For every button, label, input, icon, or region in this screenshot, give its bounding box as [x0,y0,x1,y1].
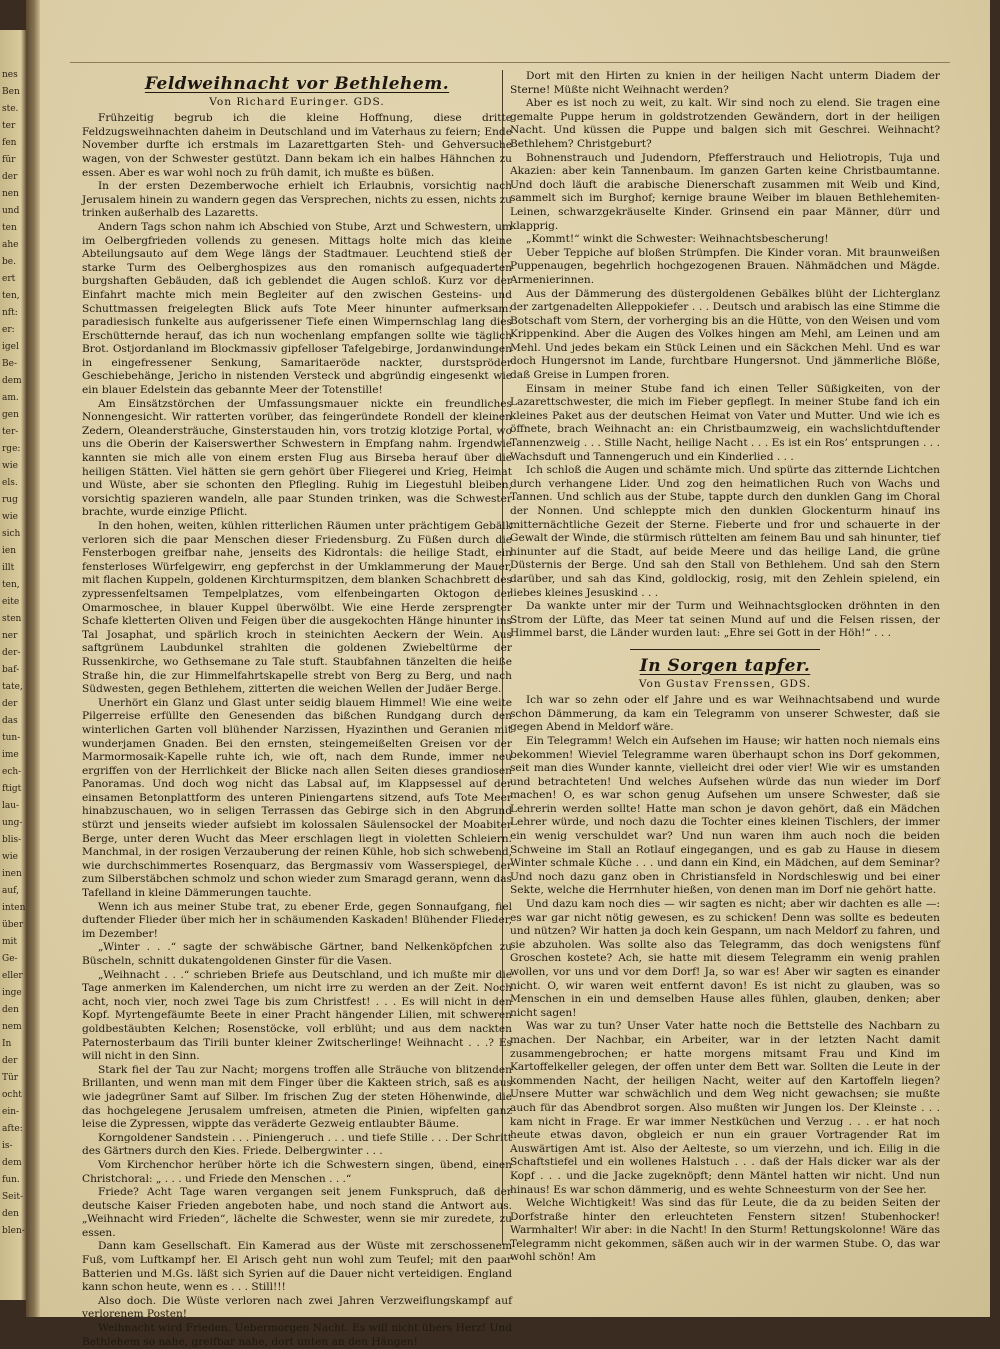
previous-page-fragment: ten [2,223,17,233]
previous-page-fragment: auf, [2,886,20,896]
previous-page-fragment: ftigt [2,784,22,794]
previous-page-fragment: ter- [2,427,19,437]
previous-page-fragment: blis- [2,835,22,845]
previous-page-fragment: In [2,1039,12,1049]
paragraph: In den hohen, weiten, kühlen ritterlichen Räumen unter prächtigem Gebälk verloren sich die paar Menschen dieser Friedensburg. Zu Füßen durch die Fensterbogen greifbar nahe, jenseits des Kidrontals: die heilige Stadt, ein fensterloses Würfelgewirr, eng gepferchst in der Umklammerung der Mauer, mit flachen Kuppeln, goldenen Kirchturmspitzen, dem blanken Schachbrett des zypressenfeltsamen Tempelplatzes, vom elfenbeingarten Oktogon der Omarmoschee, in blauer Kuppel überwölbt. Wie eine Herde zersprengter Schafe kletterten Oliven und Feigen über die ausgekochten Hänge hinunter ins Tal Josaphat, und spärlich kroch in steinichten Aeckern der Wein. Aus saftgrünem Laubdunkel strahlten die goldenen Zwiebeltürme der Russenkirche, wo Gethsemane zu Tale stuft. Staubfahnen tänzelten die heiße Straße hin, die zur Himmelfahrtskapelle strebt von Berg zu Berg, und nach Südwesten, gegen Bethlehem, zitterten die weichen Wellen der Judäer Berge. [82,520,512,696]
paragraph: Aus der Dämmerung des düstergoldenen Gebälkes blüht der Lichterglanz der zartgenadelten Alleppokiefer . . . Deutsch und arabisch las eine Stimme die Botschaft vom Stern, der vorherging bis an die Hütte, von den Weisen und vom Krippenkind. Aber die Augen des Volkes hingen am Mehl, am Leinen und am Mehl. Und jedes bekam ein Stück Leinen und ein Säckchen Mehl. Und es war doch Hungersnot im Lande, furchtbare Hungersnot. Und jämmerliche Blöße, daß Greise in Lumpen froren. [510,287,940,382]
previous-page-fragment: der [2,1056,18,1066]
previous-page-fragment: für [2,155,16,165]
previous-page-fragment: nen [2,189,19,199]
previous-page-fragment: ein- [2,1107,20,1117]
previous-page-fragment: mit [2,937,18,947]
previous-page-fragment: els. [2,478,18,488]
paragraph: Aber es ist noch zu weit, zu kalt. Wir sind noch zu elend. Sie tragen eine gemalte Puppe herum in goldstrotzenden Gewändern, dort in der heiligen Nacht. Und küssen die Puppe und balgen sich mit Geschrei. Weihnacht? Bethlehem? Christgeburt? [510,97,940,150]
previous-page-fragment: ten, [2,580,20,590]
paragraph: Frühzeitig begrub ich die kleine Hoffnung, diese dritte Feldzugsweihnachten daheim in Deutschland und im Vaterhaus zu feiern; Ende November durfte ich erstmals im Lazarettgarten Steh- und Gehversuche wagen, von der Schwester gestützt. Dann bekam ich ein halbes Hähnchen zu essen. Aber es war wohl noch zu früh damit, ich mußte es büßen. [82,112,512,179]
previous-page-fragment: ocht [2,1090,22,1100]
paragraph: Ein Telegramm! Welch ein Aufsehen im Hause; wir hatten noch niemals eins bekommen! Wieviel Telegramme waren überhaupt schon ins Dorf gekommen, seit man dies Wunder kannte, vielleicht drei oder vier! Wie wir es umstanden und betrachteten! Und welches Aufsehen würde das nun wieder im Dorf machen! O, es war schon genug Aufsehen um unsere Schwester, daß sie Lehrerin werden sollte! Hatte man schon je davon gehört, daß ein Mädchen Lehrer würde, und noch dazu die Tochter eines kleinen Tischlers, der immer ein wenig verschuldet war? Und nun waren ihm auch noch die beiden Schweine im Stall an Rotlauf eingegangen, und es gab zu Hause in diesem Winter schmale Küche . . . und dann ein Kind, ein Mädchen, auf dem Seminar? Und noch dazu ganz oben in Christiansfeld in Nordschleswig und bei einer Sekte, welche die Herrnhuter hießen, von denen man im Dorf nie gehört hatte. [510,734,940,897]
previous-page-fragment: am. [2,393,19,403]
previous-page-fragment: ten, [2,291,20,301]
paragraph: Einsam in meiner Stube fand ich einen Teller Süßigkeiten, von der Lazarettschwester, die mich im Fieber gepflegt. In meiner Stube fand ich ein kleines Paket aus der deutschen Heimat von Vater und Mutter. Und wie ich es öffnete, brach Weihnacht an: ein Christbaumzweig, ein wachslichtduftender Tannenzweig . . . Stille Nacht, heilige Nacht . . . Es ist ein Ros’ entsprungen . . . Wachsduft und Tannengeruch und ein Kinderlied . . . [510,382,940,463]
article-byline-2: Von Gustav Frenssen, GDS. [638,677,812,690]
previous-page-fragment: ste. [2,104,19,114]
previous-page-fragment: inge [2,988,22,998]
paragraph: In der ersten Dezemberwoche erhielt ich Erlaubnis, vorsichtig nach Jerusalem hinein zu wandern gegen das Versprechen, nichts zu essen, nichts zu trinken außerhalb des Lazaretts. [82,180,512,220]
previous-page-fragment: sten [2,614,22,624]
paragraph: Was war zu tun? Unser Vater hatte noch die Bettstelle des Nachbarn zu machen. Der Nachbar, ein Arbeiter, war in der letzten Nacht damit zusammengebrochen; er hatte morgens mitsamt Frau und Kind im Kartoffelkeller gelegen, der offen unter dem Bett war. Sollten die Leute in der kommenden Nacht, der heiligen Nacht, weiter auf den Kartoffeln liegen? Unsere Mutter war schwächlich und dem Weg nicht gewachsen; sie mußte auch für das Abendbrot sorgen. Also mußten wir Jungen los. Der Kleinste . . . kam nicht in Frage. Er war immer Nestküchen und Verzug . . . er hat noch heute etwas davon, obgleich er nun ein grauer Vortragender Rat im Auswärtigen Amt ist. Also der Aelteste, so um vierzehn, und ich. Eilig in die Schaftstiefel und ein wollenes Halstuch . . . daß der Hals dicker war als der Kopf . . . und die Jacke zugeknöpft; denn Mäntel hatten wir nicht. Und nun hinaus! Es war schon dämmerig, und es wehte Schneesturm von der See her. [510,1020,940,1196]
paragraph: Korngoldener Sandstein . . . Piniengeruch . . . und tiefe Stille . . . Der Schritt des Gärtners durch den Kies. Friede. Delbergwinter . . . [82,1131,512,1158]
previous-page-fragment: ech- [2,767,22,777]
paragraph: Friede? Acht Tage waren vergangen seit jenem Funkspruch, daß der deutsche Kaiser Frieden angeboten habe, und noch stand die Antwort aus. „Weihnacht wird Frieden“, lächelte die Schwester, wenn sie mir zuredete, zu essen. [82,1186,512,1239]
previous-page-fragment: nem [2,1022,22,1032]
previous-page-fragment: ime [2,750,19,760]
paragraph: „Kommt!“ winkt die Schwester: Weihnachtsbescherung! [526,233,829,246]
magazine-page [40,0,990,1348]
previous-page-fragment: eller [2,971,23,981]
previous-page-fragment: das [2,716,18,726]
paragraph: Andern Tags schon nahm ich Abschied von Stube, Arzt und Schwestern, um im Oelbergfrieden vollends zu genesen. Mittags holte mich das kleine Abteilungsauto auf dem Wege längs der Stadtmauer. Leuchtend stieß der starke Turm des Oelberghospizes aus den romanisch aufgequaderten burgshaften Gebäuden, daß ich geblendet die Augen schloß. Kurz vor der Einfahrt machte mich mein Begleiter auf den zwischen Gesteins- und Schuttmassen freigelegten Blick aufs Tote Meer hinunter aufmerksam: paradiesisch funkelte aus aufgerissener Tiefe einen Wimpernschlag lang dies Erschütternde herauf, das ich nun wochenlang empfangen sollte wie täglich Brot. Ostjordanland im Blockmassiv gipfelloser Tafelgebirge, Jordanwindungen in eingefressener Senkung, Samaritaeröde nackter, durstspröder Geschiebehänge, Jericho in nistenden Versteck und abgründig eingesenkt wie ein blauer Edelstein das gebannte Meer der Totenstille! [82,220,512,397]
previous-page-fragment: baf- [2,665,20,675]
paragraph: „Weihnacht . . .“ schrieben Briefe aus Deutschland, und ich mußte mir die Tage anmerken im Kalenderchen, um nicht irre zu werden an der Zeit. Noch acht, noch vier, noch zwei Tage bis zum Christfest! . . . Es will nicht in den Kopf. Myrtengefäumte Beete in einer Pracht hängender Lilien, mit schweren goldbestäubten Kelchen; Rosenstöcke, voll erblüht; und aus dem nackten Paternosterbaum das Tirili bunter kleiner Zwitscherlinge! Weihnacht . . .? Es will nicht in den Sinn. [82,968,512,1063]
paragraph: Vom Kirchenchor herüber hörte ich die Schwestern singen, übend, einen Christchoral: „ . . . und Friede den Menschen . . .“ [82,1158,512,1185]
previous-page-fragment: eite [2,597,20,607]
previous-page-fragment: rge: [2,444,21,454]
book-gutter [26,0,40,1317]
previous-page-fragment: wie [2,512,18,522]
previous-page-fragment: der [2,172,18,182]
previous-page-fragment: blen- [2,1226,25,1236]
previous-page-fragment: der- [2,648,21,658]
previous-page-fragment: Seit- [2,1192,24,1202]
previous-page-fragment: tate, [2,682,23,692]
paragraph: Unerhört ein Glanz und Glast unter seidig blauem Himmel! Wie eine weite Pilgerreise erfüllte den Genesenden das bißchen Rundgang durch den winterlichen Garten voll blühender Narzissen, Hyazinthen und Geranien mit wunderjamen Gnaden. Bei den ernsten, steingemeißelten Greisen vor der Marmormosaik-Kapelle ruhte ich, wie oft, nach dem Runde, immer neu ergriffen von der Herrlichkeit der Blicke nach allen Seiten dieses grandiosen Panoramas. Und doch wog nicht das Labsal auf, im Klappsessel auf der einsamen Betonplattform des unteren Piniengartens sitzend, aufs Tote Meer hinabzuschauen, wo in seligen Terrassen das Gebirge sich in den Abgrund stürzt und jenseits wieder aufsiebt im kolossalen Säulensockel der Moabiter Berge, unter deren Wucht das Meer erschlagen liegt in violetten Schleiern. Manchmal, in der rosigen Verzauberung der reinen Kühle, hob sich schwebend, wie durchschimmertes Rosenquarz, das Bergmassiv vom Wasserspiegel, der zum Silberstäbchen schmolz und schon wieder zum Smaragd gerann, wenn das Tafelland in kleine Dämmerungen tauchte. [82,696,512,900]
previous-page-fragment: fen [2,138,17,148]
article-body-2 [510,694,940,1265]
previous-page-fragment: illt [2,563,15,573]
previous-page-fragment: nes [2,70,18,80]
paragraph: Also doch. Die Wüste verloren nach zwei Jahren Verzweiflungskampf auf verlorenem Posten! [82,1294,512,1321]
previous-page-fragment: Tür [2,1073,19,1083]
previous-page-fragment: über [2,920,24,930]
previous-page-fragment: dem [2,376,22,386]
previous-page-fragment: ner [2,631,18,641]
paragraph: Stark fiel der Tau zur Nacht; morgens troffen alle Sträuche von blitzenden Brillanten, und wenn man mit dem Finger über die Kakteen strich, saß es aus wie jadegrüner Samt auf Silber. Im frischen Zug der steten Höhenwinde, die das hochgelegene Jerusalem umfreisen, atmeten die Pinien, wipfelten ganz leise die Zypressen, wippte das veräderte Gezweig entlaubter Bäume. [82,1063,512,1131]
paragraph: Dort mit den Hirten zu knien in der heiligen Nacht unterm Diadem der Sterne! Müßte nicht Weihnacht werden? [510,70,940,96]
previous-page-fragment: wie [2,852,18,862]
previous-page-fragment: lau- [2,801,20,811]
paragraph: Ich war so zehn oder elf Jahre und es war Weihnachtsabend und wurde schon Dämmerung, da kam ein Telegramm von unserer Schwester, daß sie gegen Abend in Meldorf wäre. [510,694,940,734]
paragraph: Welche Wichtigkeit! Was sind das für Leute, die da zu beiden Seiten der Dorfstraße hinter den erleuchteten Fenstern sitzen! Stubenhocker! Warmhalter! Wir aber: in die Nacht! In den Sturm! Rettungskolonne! Wäre das Telegramm nicht gekommen, säßen auch wir in der warmen Stube. O, das war wohl schön! Am [510,1197,940,1264]
previous-page-fragment: ert [2,274,16,284]
article-byline: Von Richard Euringer. GDS. [209,95,385,108]
previous-page-fragment: sich [2,529,21,539]
paragraph: Wenn ich aus meiner Stube trat, zu ebener Erde, gegen Sonnaufgang, fiel duftender Flieder über mich her in schäumenden Kaskaden! Blühender Flieder, im Dezember! [82,900,512,940]
left-column [82,70,512,1348]
paragraph: „Winter . . .“ sagte der schwäbische Gärtner, band Nelkenköpfchen zu Büscheln, schnitt dukatengoldenen Ginster für die Vasen. [82,941,512,967]
paragraph: Ich schloß die Augen und schämte mich. Und spürte das zitternde Lichtchen durch verhangene Lider. Und zog den heimatlichen Ruch von Wachs und Tannen. Und schlich aus der Stube, tappte durch den dunklen Gang im Choral der Nonnen. Und schleppte mich den dunklen Glockenturm hinauf ins mitternächtliche Gezeit der Sterne. Fieberte und fror und schauerte in der Gewalt der Winde, die stürmisch rüttelten am feinem Bau und sah hinunter, tief hinunter auf die Stadt, auf beide Meere und das heilige Land, die grüne Düsternis der Berge. Und sah den Stall von Bethlehem. Und sah den Stern darüber, und sah das Kind, goldlockig, rosig, mit den Zehlein spielend, ein liebes kleines Jesuskind . . . [510,464,940,599]
previous-page-fragment: wie [2,461,18,471]
section-divider [630,649,820,650]
article-body-continued [510,70,940,641]
paragraph: Weihnacht wird Frieden. Uebermorgen Nacht. Es will nicht übers Herz! Und Bethlehem so nahe, greifbar nahe, dort unten an den Hängen! [82,1322,512,1348]
right-column [510,70,940,1280]
paragraph: Und dazu kam noch dies — wir sagten es nicht; aber wir dachten es alle —: es war gar nicht nötig gewesen, es zu schicken! Denn was sollte es bedeuten und nützen? Wir hatten ja doch kein Gespann, um nach Meldorf zu fahren, und sie abzuholen. Was sollte also das Telegramm, das doch wenigstens fünf Groschen kostete? Ach, sie hatte mit diesem Telegramm ein wenig prahlen wollen, vor uns und vor dem Dorf! Ja, so war es! Aber wir sagten es einander nicht. O, wir waren weit entfernt davon! Es ist nicht zu glauben, was so Menschen in ein und demselben Hause alles fühlen, glauben, denken; aber nicht sagen! [510,898,940,1019]
previous-page-fragment: gen [2,410,19,420]
previous-page-fragment: tun- [2,733,21,743]
previous-page-fragment: igel [2,342,19,352]
previous-page-fragment: den [2,1209,19,1219]
previous-page-fragment: ien [2,546,17,556]
previous-page-fragment: afte: [2,1124,23,1134]
paragraph: Ueber Teppiche auf bloßen Strümpfen. Die Kinder voran. Mit braunweißen Puppenaugen, begehrlich hochgezogenen Brauen. Nähmädchen und Mägde. Armenierinnen. [510,246,940,286]
previous-page-fragment: der [2,699,18,709]
previous-page-fragment: nft: [2,308,18,318]
paragraph: Da wankte unter mir der Turm und Weihnachtsglocken dröhnten in den Strom der Lüfte, das Meer tat seinen Mund auf und die Felsen rissen, der Himmel barst, die Länder wurden laut: „Ehre sei Gott in der Höh!“ . . . [510,600,940,640]
previous-page-fragment: Ben [2,87,20,97]
previous-page-fragment: ung- [2,818,23,828]
previous-page-fragment: ahe [2,240,19,250]
previous-page-fragment: rug [2,495,18,505]
previous-page-fragment: den [2,1005,19,1015]
top-rule [70,62,950,63]
previous-page-fragment: inten [2,903,26,913]
article-title: Feldweihnacht vor Bethlehem. [144,74,450,94]
previous-page-fragment: Ge- [2,954,18,964]
previous-page-fragment: Be- [2,359,17,369]
previous-page-fragment: inen [2,869,22,879]
previous-page-fragment: er: [2,325,15,335]
previous-page-edge [0,30,26,1300]
previous-page-fragment: ter [2,121,16,131]
paragraph: Bohnenstrauch und Judendorn, Pfefferstrauch und Heliotropis, Tuja und Akazien: aber kein Tannenbaum. Im ganzen Garten keine Christbaumtanne. Und doch läuft die arabische Dienerschaft zusammen mit Weib und Kind, sammelt sich im Burghof; kernige braune Weiber im blauen Bethlehemiten-Leinen, schwarzgekräuselte Kinder. Grinsend ein paar Männer, dürr und klapprig. [510,151,940,232]
previous-page-fragment: is- [2,1141,13,1151]
previous-page-fragment: dem [2,1158,22,1168]
article-body [82,112,512,1349]
paragraph: Am Einsätzstörchen der Umfassungsmauer nickte ein freundliches Nonnengesicht. Wir ratterten vorüber, das feingeründete Rondell der kleinen Zedern, Oleandersträuche, Ginsterstauden hin, vors trotzig klotzige Portal, wo uns die Oberin der Kaiserswerther Schwestern in Empfang nahm. Irgendwie kannten sie mich alle von einem ersten Flug aus Birseba herauf über die heiligen Stätten. Viel hätten sie gern gehört über Fliegerei und Krieg, Heimat und Wüste, aber sie schonten den Pflegling. Ruhig im Liegestuhl bleiben, vorsichtig spazieren wandeln, alle paar Stunden trinken, was die Schwester brachte, wurde einzige Pflicht. [82,397,512,519]
previous-page-fragment: fun. [2,1175,20,1185]
previous-page-fragment: be. [2,257,16,267]
article-title-2: In Sorgen tapfer. [639,655,811,676]
paragraph: Dann kam Gesellschaft. Ein Kamerad aus der Wüste mit zerschossenem Fuß, vom Luftkampf her. El Arisch geht nun wohl zum Teufel; mit den paar Batterien und M.Gs. läßt sich Syrien auf die Dauer nicht verteidigen. England kann schon heute, wenn es . . . Still!!! [82,1240,512,1294]
previous-page-fragment: und [2,206,20,216]
